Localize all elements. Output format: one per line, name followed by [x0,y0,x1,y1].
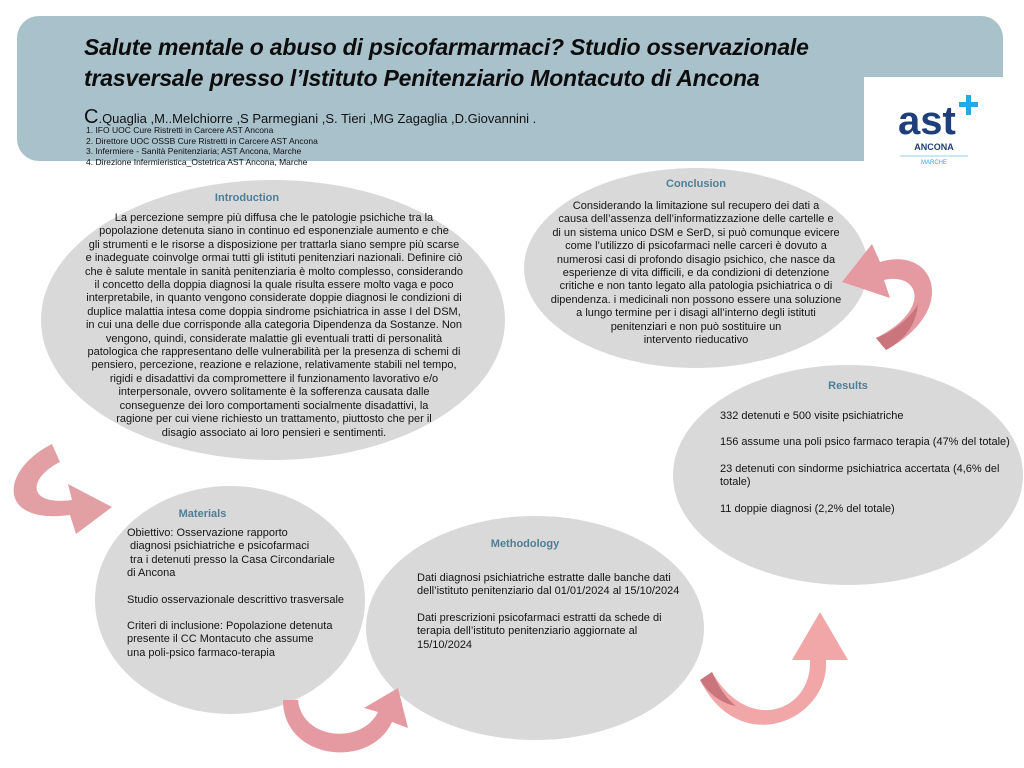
conclusion-title: Conclusion [666,178,726,190]
results-title: Results [828,380,868,392]
intro-line: e inadeguate coinvolge ormai tutti gli istituti penitenziari nazionali. Definire ciò [85,252,463,265]
authors-names: .Quaglia ,M..Melchiorre ,S Parmegiani ,S. Tieri ,MG Zagaglia ,D.Giovannini . [98,111,537,126]
conclusion-line: critiche e non tanto legato alla patologia psichiatrica o di [559,280,833,293]
intro-line: ragione per cui viene richiesto un trattamento, piuttosto che per il [116,413,432,426]
affiliation-item: 2. Direttore UOC OSSB Cure Ristretti in Carcere AST Ancona [86,135,318,146]
conclusion-line: come l’utilizzo di psicofarmaci nelle carceri è dovuto a [565,240,827,253]
conclusion-line: di un sistema unico DSM e SerD, si può comunque evicere [552,226,840,239]
authors-initial: C [84,106,99,128]
results-item: 156 assume una poli psico farmaco terapia (47% del totale) [720,436,1010,449]
conclusion-line: Considerando la limitazione sul recupero dei dati a [572,200,820,212]
conclusion-line: esperienze di vita difficili, e da condizioni di detenzione [562,267,830,280]
materials-objective-line: Obiettivo: Osservazione rapporto [127,527,288,539]
logo-mark: ast [898,99,956,143]
title-line-2: trasversale presso l’Istituto Penitenziario Montacuto di Ancona [84,65,760,91]
conclusion-line: a lungo termine per i disagi all’interno degli istituti [576,307,816,320]
materials-criteria-line: presente il CC Montacuto che assume [127,633,314,646]
intro-line: che è salute mentale in sanità penitenziaria è molto complesso, considerando [85,265,463,278]
conclusion-text [524,200,868,347]
title-line-1: Salute mentale o abuso di psicofarmarmaci? Studio osservazionale [84,34,809,60]
conclusion-line: intervento rieducativo [643,334,749,347]
intro-line: vengono, quindi, considerate malattie gli eventuali tratti di personalità [105,332,443,345]
intro-line: gli strumenti e le risorse a disposizione per trattarla siano sempre più scarse [88,238,460,251]
conclusion-line: numerosi casi di profondo disagio psichico, che nasce da [556,253,836,266]
intro-line: interpersonale, ovvero solitamente è la sofferenza causata dalle [118,386,430,399]
logo-region: MARCHE [920,160,948,166]
intro-line: conseguenze dei loro comportamenti socialmente disadattivi, la [119,399,429,412]
affiliation-item: 1. IFO UOC Cure Ristretti in Carcere AST Ancona [86,125,274,135]
introduction-text [30,212,518,440]
materials-criteria-line: Criteri di inclusione: Popolazione detenuta [127,620,333,633]
results-text [720,410,1010,529]
intro-line: rigidi e disadattivi da compromettere il funzionamento lavorativo e/o [109,372,439,385]
intro-line: popolazione detenuta siano in continuo ed esponenziale aumento e che [99,225,449,238]
intro-line: pensiero, percezione, reazione e relazione, relativamente stabili nel tempo, [91,359,457,372]
arrow-methodology-to-results [700,612,848,725]
methodology-text [417,572,687,665]
introduction-title: Introduction [214,192,280,204]
arrow-materials-to-methodology [283,688,408,752]
materials-text [127,527,363,660]
affiliation-item: 3. Infermiere - Sanità Penitenziaria; AST Ancona, Marche [86,146,302,156]
results-item: 23 detenuti con sindorme psichiatrica accertata (4,6% del totale) [720,462,1000,489]
methodology-title: Methodology [490,538,560,550]
materials-objective-line: tra i detenuti presso la Casa Circondariale [130,553,335,566]
intro-line: interpretabile, in quanto vengono considerate doppie diagnosi le condizioni di [86,292,462,305]
conclusion-line: penitenziari e non può sostituire un [610,320,782,333]
logo-city: ANCONA [914,142,954,152]
affiliation-item: 4. Direzione Infermieristica_Ostetrica AST Ancona, Marche [86,156,308,167]
intro-line: il concetto della doppia diagnosi la quale risulta essere molto vaga e poco [94,279,454,292]
intro-line: disagio associato ai loro pensieri e sentimenti. [161,426,387,439]
arrow-intro-to-materials [14,444,112,534]
materials-criteria-line: una poli-psico farmaco-terapia [127,646,275,659]
materials-objective-line: diagnosi psichiatriche e psicofarmaci [130,540,310,553]
intro-line: patologica che rappresentano delle vulnerabilità per la presenza di schemi di [87,346,461,359]
conclusion-line: causa dell’assenza dell’informatizzazione delle cartelle e [558,213,834,226]
methodology-para: Dati diagnosi psichiatriche estratte dalle banche dati dell’istituto penitenziario dal 01/01/2024 al 15/10/2024 [417,572,680,598]
intro-line: La percezione sempre più diffusa che le patologie psichiche tra la [114,212,434,224]
intro-line: in cui una delle due corrisponde alla categoria Dipendenza da Sostanze. Non [85,319,463,332]
materials-objective-line: di Ancona [127,567,176,580]
materials-study: Studio osservazionale descrittivo trasversale [127,593,345,606]
results-item: 11 doppie diagnosi (2,2% del totale) [720,502,895,515]
materials-title: Materials [178,508,227,520]
intro-line: duplice malattia intesa come doppia sindrome psichiatrica in asse I del DSM, [87,305,461,318]
results-item: 332 detenuti e 500 visite psichiatriche [720,410,904,422]
conclusion-line: dipendenza. i medicinali non possono essere una soluzione [550,293,842,306]
methodology-para: Dati prescrizioni psicofarmaci estratti da schede di terapia dell’istituto penitenziario aggiornate al 15/10/2024 [417,611,662,651]
